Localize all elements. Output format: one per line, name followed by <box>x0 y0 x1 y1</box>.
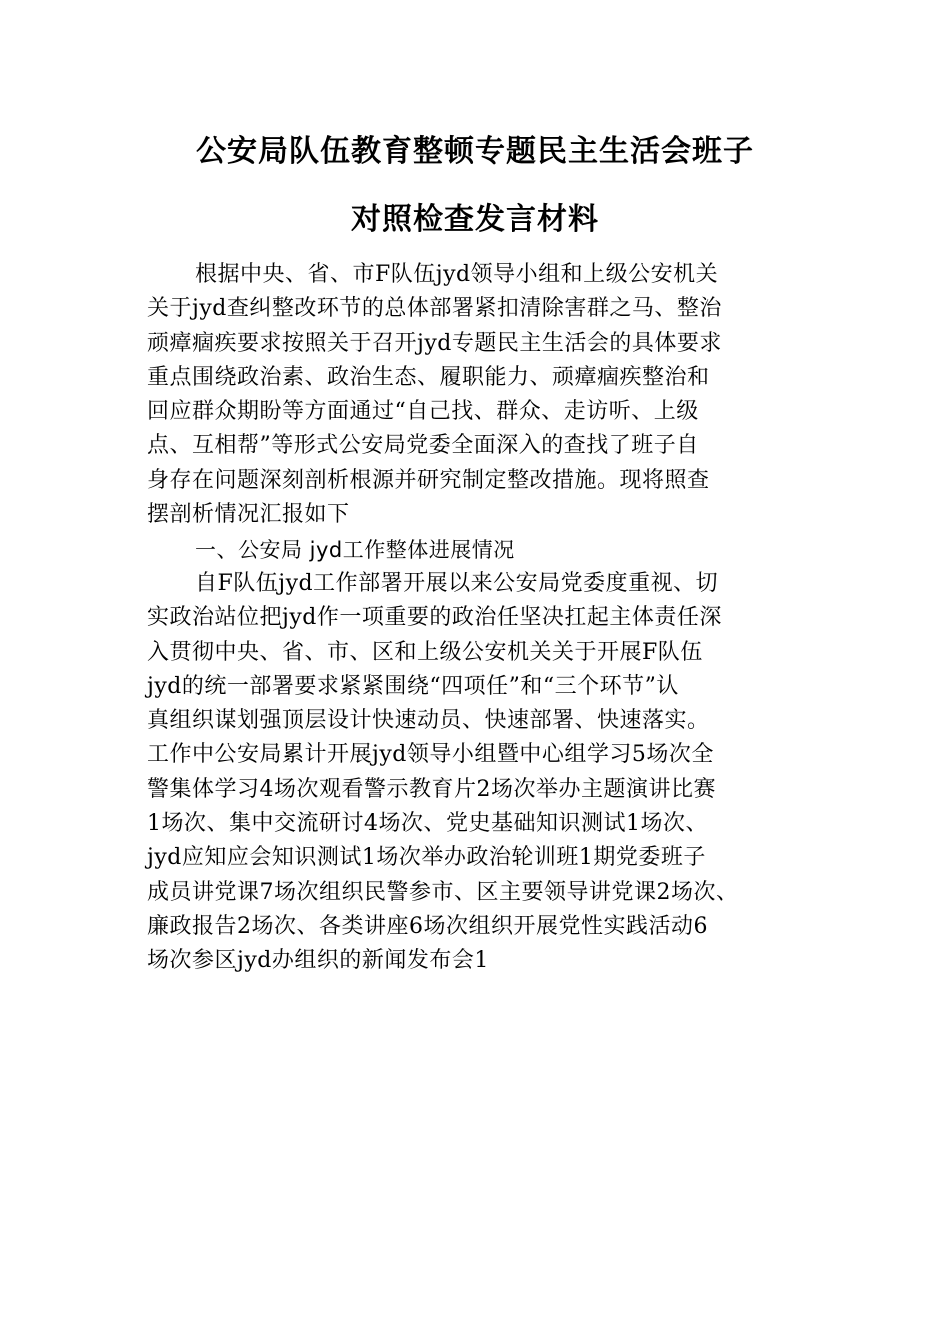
paragraph-line: 真组织谋划强顶层设计快速动员、快速部署、快速落实。 <box>147 708 710 734</box>
paragraph-line: 警集体学习4场次观看警示教育片2场次举办主题演讲比赛 <box>147 776 716 802</box>
paragraph-progress <box>147 567 827 979</box>
paragraph-line: 成员讲党课7场次组织民警参市、区主要领导讲党课2场次、 <box>147 879 739 905</box>
paragraph-line: 重点围绕政治素、政治生态、履职能力、顽瘴痼疾整治和 <box>147 364 710 390</box>
paragraph-line: 工作中公安局累计开展jyd领导小组暨中心组学习5场次全 <box>147 742 714 768</box>
paragraph-line: 顽瘴痼疾要求按照关于召开jyd专题民主生活会的具体要求 <box>147 330 722 356</box>
paragraph-line: 实政治站位把jyd作一项重要的政治任坚决扛起主体责任深 <box>147 605 722 631</box>
paragraph-line: jyd的统一部署要求紧紧围绕“四项任”和“三个环节”认 <box>147 673 679 699</box>
section-heading-1: 一、公安局 jyd工作整体进展情况 <box>195 538 515 562</box>
paragraph-line: 1场次、集中交流研讨4场次、党史基础知识测试1场次、 <box>147 811 708 837</box>
paragraph-line: 根据中央、省、市F队伍jyd领导小组和上级公安机关 <box>195 262 719 287</box>
paragraph-line: 摆剖析情况汇报如下 <box>147 502 350 528</box>
paragraph-line: 回应群众期盼等方面通过“自己找、群众、走访听、上级 <box>147 399 699 425</box>
paragraph-line: 场次参区jyd办组织的新闻发布会1 <box>147 948 489 974</box>
paragraph-line: 身存在问题深刻剖析根源并研究制定整改措施。现将照查 <box>147 467 710 493</box>
paragraph-line: 点、互相帮”等形式公安局党委全面深入的查找了班子自 <box>147 433 699 459</box>
paragraph-line: 入贯彻中央、省、市、区和上级公安机关关于开展F队伍 <box>147 639 703 665</box>
paragraph-line: 关于jyd查纠整改环节的总体部署紧扣清除害群之马、整治 <box>147 296 722 322</box>
document-title-line-2: 对照检查发言材料 <box>351 202 599 237</box>
paragraph-line: 自F队伍jyd工作部署开展以来公安局党委度重视、切 <box>195 571 719 596</box>
document-title-line-1: 公安局队伍教育整顿专题民主生活会班子 <box>196 134 754 169</box>
paragraph-intro <box>147 258 827 532</box>
paragraph-line: jyd应知应会知识测试1场次举办政治轮训班1期党委班子 <box>147 845 706 871</box>
paragraph-line: 廉政报告2场次、各类讲座6场次组织开展党性实践活动6 <box>147 913 708 939</box>
